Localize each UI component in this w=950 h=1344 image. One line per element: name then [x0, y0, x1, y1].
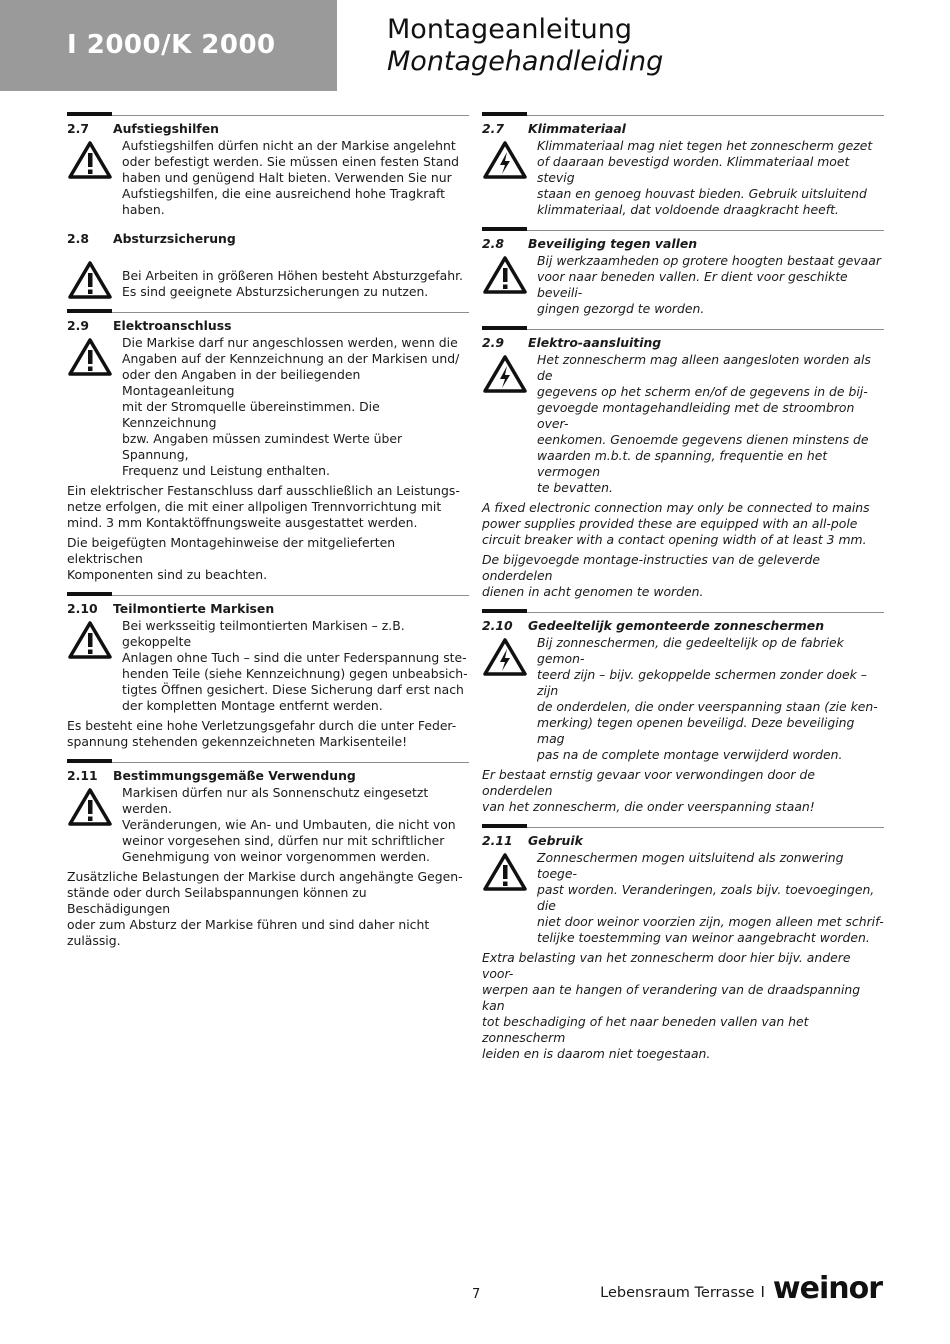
paragraph: Es besteht eine hohe Verletzungsgefahr durch die unter Feder- spannung stehenden gekennzeichneten Markisenteile! — [67, 718, 457, 749]
warning-text: Bij werkzaamheden op grotere hoogten bestaat gevaar voor naar beneden vallen. Er dient voor geschikte beveili- gingen gezorgd te worden. — [537, 253, 881, 316]
footer-separator: I — [760, 1283, 765, 1301]
section-rule — [67, 762, 469, 763]
warning-text: Zonneschermen mogen uitsluitend als zonwering toege- past worden. Veranderingen, zoals bijv. toevoegingen, die niet door weinor voorzien zijn, mogen alleen met schrif- telijke toestemming van weinor aangebracht worden. — [537, 850, 884, 945]
footer-brand — [600, 1271, 882, 1306]
warning-exclamation-icon — [482, 852, 528, 892]
section-heading: 2.10 Teilmontierte Markisen — [67, 601, 275, 616]
paragraph: Ein elektrischer Festanschluss darf ausschließlich an Leistungs- netze erfolgen, die mit einer allpoligen Trennvorrichtung mit mind. 3 mm Kontaktöffnungsweite ausgestattet werden. — [67, 483, 460, 530]
section-rule — [67, 595, 469, 596]
warning-exclamation-icon — [67, 787, 113, 827]
paragraph: Die beigefügten Montagehinweise der mitgelieferten elektrischen Komponenten sind zu beachten. — [67, 535, 396, 582]
warning-exclamation-icon — [67, 337, 113, 377]
title-nl: Montagehandleiding — [387, 46, 664, 77]
section-2-7-de — [67, 115, 469, 218]
warning-exclamation-icon — [67, 620, 113, 660]
section-rule — [482, 115, 884, 116]
paragraph: Zusätzliche Belastungen der Markise durch angehängte Gegen- stände oder durch Seilabspannungen können zu Beschädigungen oder zum Absturz der Markise führen und sind daher nicht zulässig. — [67, 869, 463, 948]
section-rule — [482, 612, 884, 613]
section-rule — [67, 115, 469, 116]
section-2-8-nl — [482, 230, 884, 317]
paragraph: A fixed electronic connection may only be connected to mains power supplies provided these are equipped with an all-pole circuit breaker with a contact opening width of at least 3 mm. — [482, 500, 870, 547]
warning-exclamation-icon — [67, 260, 113, 300]
warning-text: Aufstiegshilfen dürfen nicht an der Markise angelehnt oder befestigt werden. Sie müssen einen festen Stand haben und genügend Halt bieten. Verwenden Sie nur Aufstiegshilfen, die eine ausreichend hohe Tragkraft haben. — [122, 138, 460, 217]
paragraph: De bijgevoegde montage-instructies van de geleverde onderdelen dienen in acht genomen te worden. — [482, 552, 821, 599]
warning-exclamation-icon — [482, 255, 528, 295]
section-2-10-de — [67, 595, 469, 750]
page-number: 7 — [472, 1287, 481, 1302]
section-2-9-de — [67, 312, 469, 583]
paragraph: Er bestaat ernstig gevaar voor verwondingen door de onderdelen van het zonnescherm, die onder veerspanning staan! — [482, 767, 815, 814]
right-column — [482, 115, 884, 1074]
section-heading: 2.8 Absturzsicherung — [67, 231, 236, 246]
warning-text: Het zonnescherm mag alleen aangesloten worden als de gegevens op het scherm en/of de gegevens in de bij- gevoegde montagehandleiding met de stroombron over- eenkomen. Genoemde gegevens dienen minstens de waarden m.b.t. de spanning, frequentie en het vermogen te bevatten. — [537, 352, 871, 495]
section-2-7-nl — [482, 115, 884, 218]
paragraph: Extra belasting van het zonnescherm door hier bijv. andere voor- werpen aan te hangen of verandering van de draadspanning kan tot beschadiging of het naar beneden vallen van het zonnescherm leiden en is daarom niet toegestaan. — [482, 950, 861, 1061]
weinor-logo: weinor — [772, 1271, 882, 1306]
section-heading: 2.8 Beveiliging tegen vallen — [482, 236, 698, 251]
section-2-11-de — [67, 762, 469, 949]
section-heading: 2.7 Aufstiegshilfen — [67, 121, 219, 136]
document-title — [387, 14, 663, 78]
section-2-8-de — [67, 230, 469, 300]
left-column — [67, 115, 469, 961]
section-rule — [482, 827, 884, 828]
warning-exclamation-icon — [67, 140, 113, 180]
section-2-10-nl — [482, 612, 884, 815]
warning-text: Klimmateriaal mag niet tegen het zonnescherm gezet of daaraan bevestigd worden. Klimmateriaal moet stevig staan en genoeg houvast bieden. Gebruik uitsluitend klimmateriaal, dat voldoende draagkracht heeft. — [537, 138, 873, 217]
section-rule — [482, 230, 884, 231]
section-heading: 2.7 Klimmateriaal — [482, 121, 626, 136]
warning-text: Bei Arbeiten in größeren Höhen besteht Absturzgefahr. Es sind geeignete Absturzsicherungen zu nutzen. — [122, 268, 463, 299]
warning-text: Bij zonneschermen, die gedeeltelijk op de fabriek gemon- teerd zijn – bijv. gekoppelde schermen zonder doek – zijn de onderdelen, die onder veerspanning staan (zie ken- merking) tegen openen beveiligd. Deze beveiliging mag pas na de complete montage verwijderd worden. — [537, 635, 878, 762]
header-band — [0, 0, 337, 91]
warning-text: Die Markise darf nur angeschlossen werden, wenn die Angaben auf der Kennzeichnung an der Markisen und/ oder den Angaben in der beiliegenden Montageanleitung mit der Stromquelle übereinstimmen. Die Kennzeichnung bzw. Angaben müssen zumindest Werte über Spannung, Frequenz und Leistung enthalten. — [122, 335, 460, 478]
warning-lightning-icon — [482, 140, 528, 180]
section-heading: 2.10 Gedeeltelijk gemonteerde zonneschermen — [482, 618, 825, 633]
footer-tagline: Lebensraum Terrasse — [600, 1285, 755, 1301]
warning-lightning-icon — [482, 354, 528, 394]
section-2-11-nl — [482, 827, 884, 1062]
section-heading: 2.9 Elektro-aansluiting — [482, 335, 662, 350]
title-de: Montageanleitung — [387, 14, 633, 45]
section-heading: 2.11 Gebruik — [482, 833, 583, 848]
section-heading: 2.11 Bestimmungsgemäße Verwendung — [67, 768, 356, 783]
section-heading: 2.9 Elektroanschluss — [67, 318, 232, 333]
warning-text: Markisen dürfen nur als Sonnenschutz eingesetzt werden. Veränderungen, wie An- und Umbauten, die nicht von weinor vorgesehen sind, dürfen nur mit schriftlicher Genehmigung von weinor vorgenommen werden. — [122, 785, 456, 864]
warning-lightning-icon — [482, 637, 528, 677]
model-title: I 2000/K 2000 — [67, 30, 276, 60]
section-rule — [482, 329, 884, 330]
section-rule — [67, 312, 469, 313]
section-2-9-nl — [482, 329, 884, 600]
warning-text: Bei werksseitig teilmontierten Markisen – z.B. gekoppelte Anlagen ohne Tuch – sind die unter Federspannung ste- henden Teile (siehe Kennzeichnung) gegen unbeabsich- tigtes Öffnen gesichert. Diese Sicherung darf erst nach der kompletten Montage entfernt werden. — [122, 618, 468, 713]
